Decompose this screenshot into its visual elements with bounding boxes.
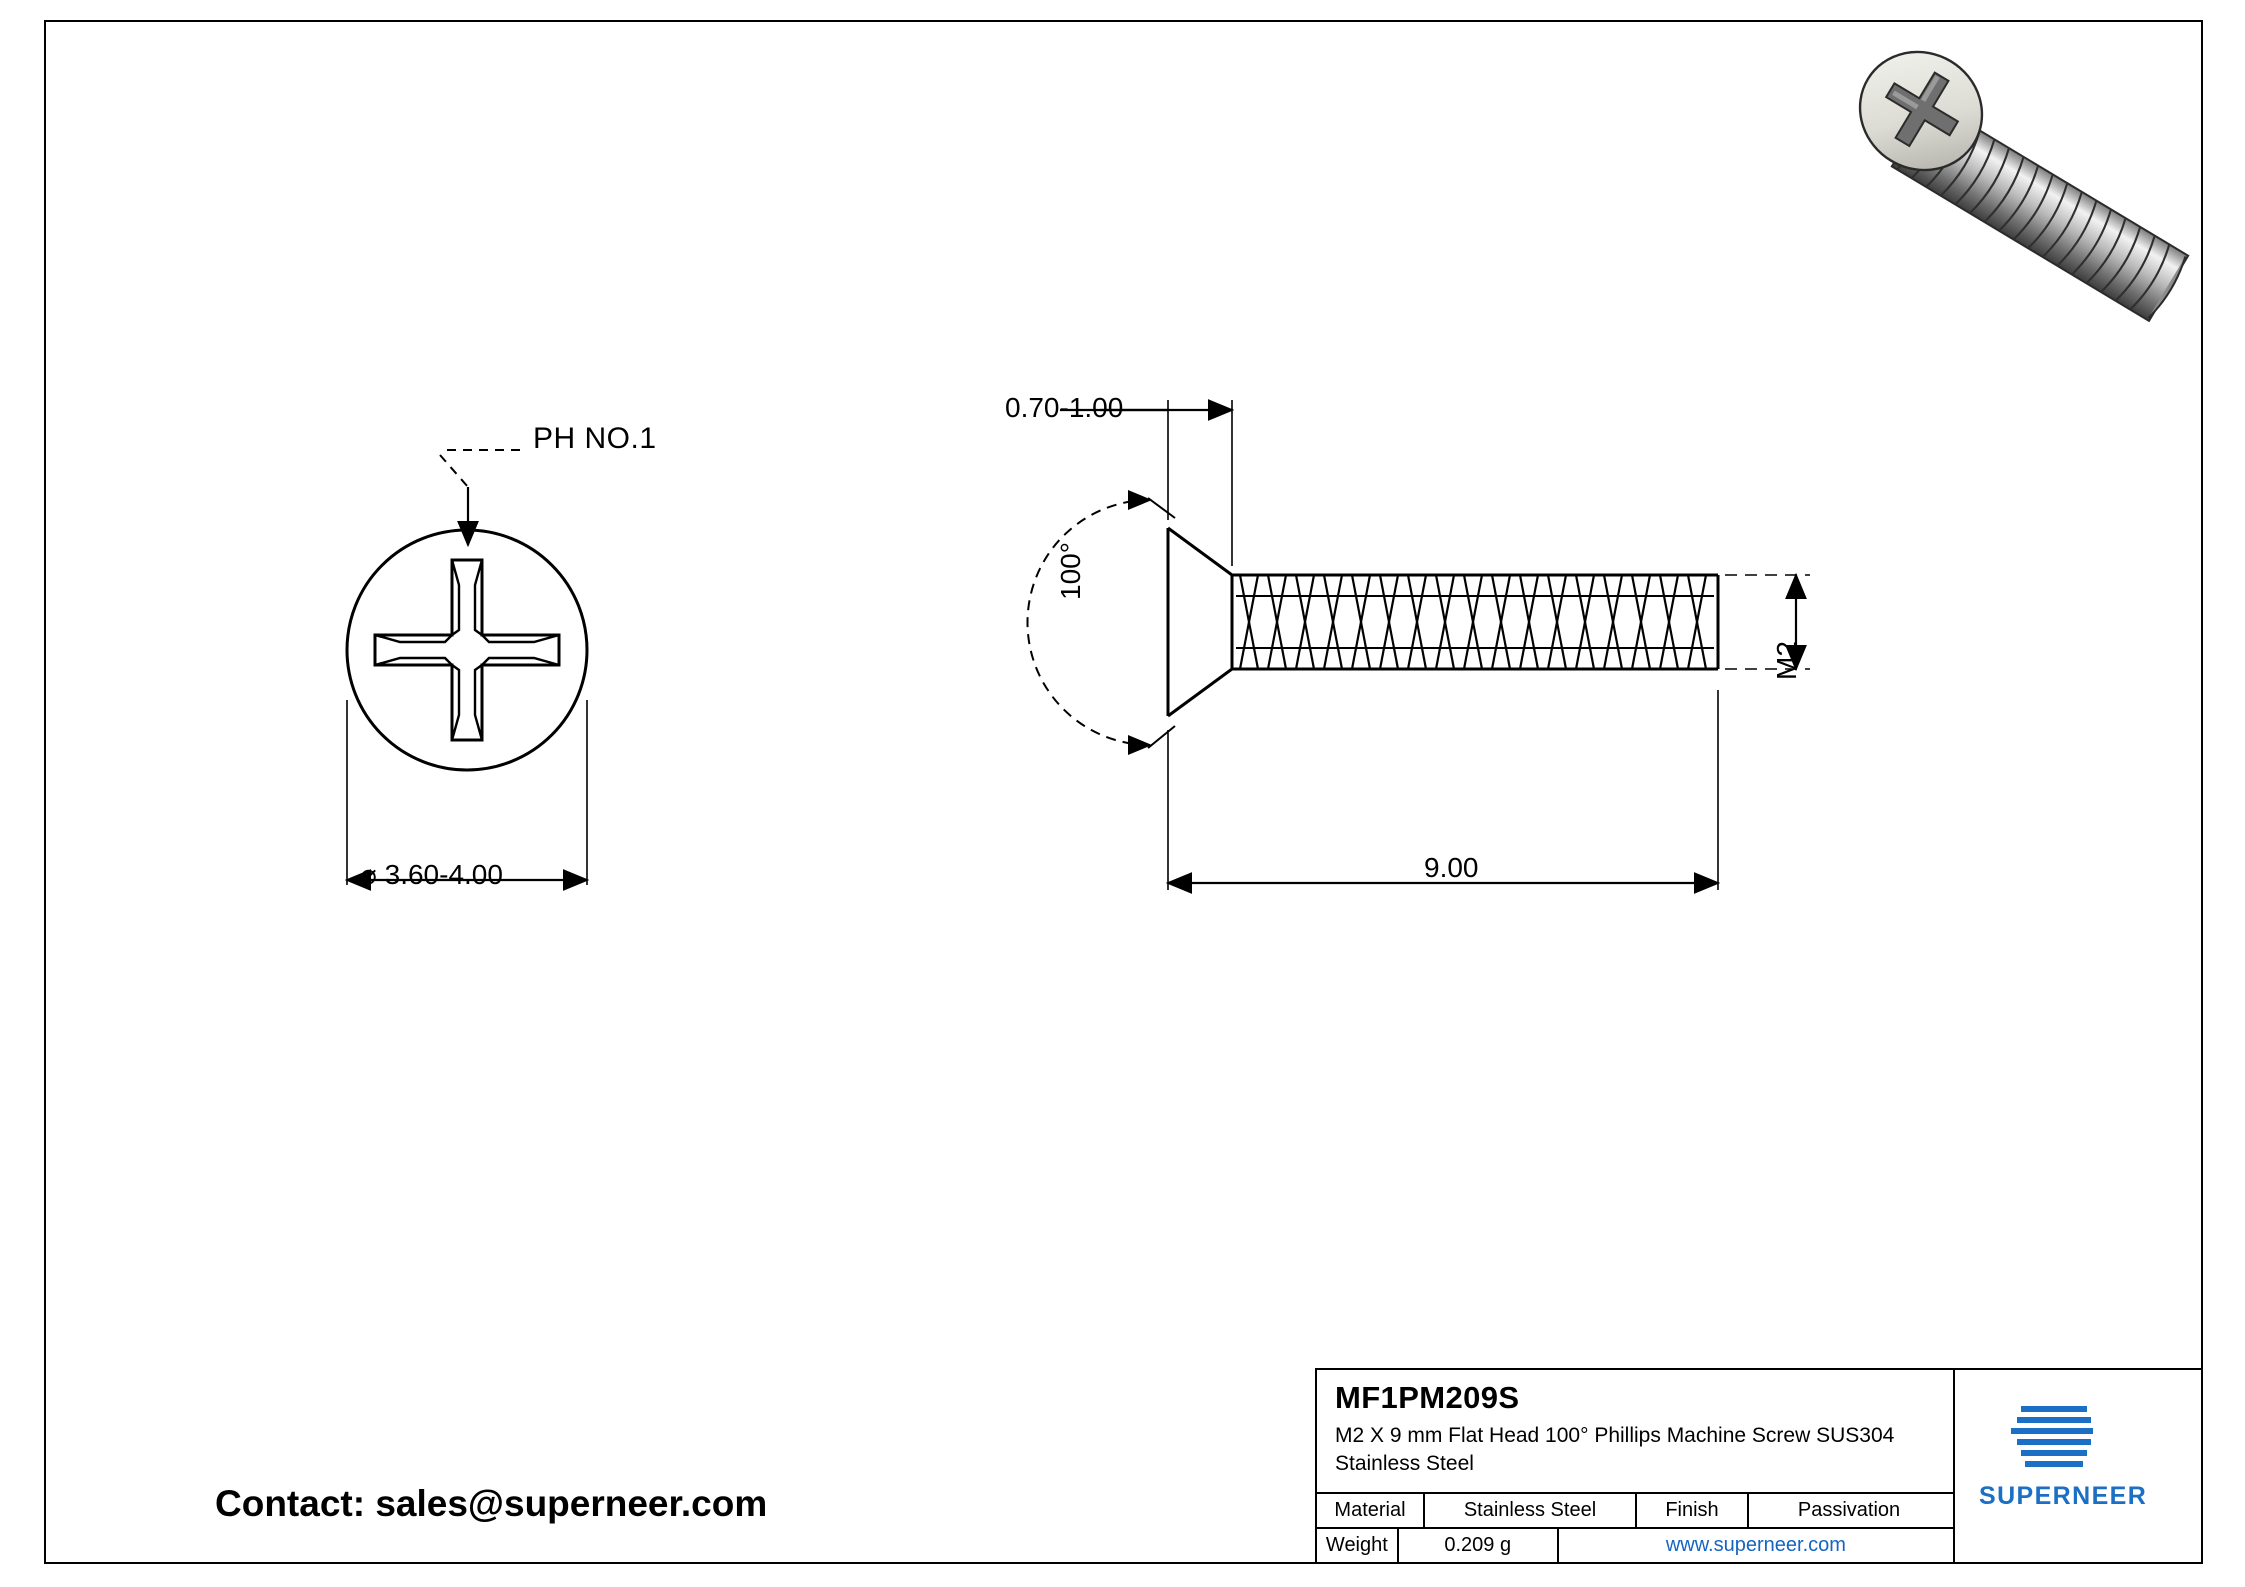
- material-label: Material: [1317, 1494, 1425, 1527]
- finish-label: Finish: [1637, 1494, 1749, 1527]
- website-link[interactable]: www.superneer.com: [1665, 1534, 1846, 1556]
- thread-size-dimension-label: M2: [1771, 641, 1802, 680]
- finish-value: Passivation: [1797, 1499, 1901, 1521]
- part-description: M2 X 9 mm Flat Head 100° Phillips Machine Screw SUS304 Stainless Steel: [1335, 1424, 1895, 1475]
- table-row: [1317, 1527, 1953, 1562]
- superneer-logo-icon: [2011, 1406, 2093, 1468]
- sheet-border: [44, 20, 2203, 1564]
- length-dimension-label: 9.00: [1424, 852, 1479, 883]
- driver-callout-label: PH NO.1: [533, 422, 657, 455]
- contact-text: Contact: sales@superneer.com: [215, 1483, 768, 1524]
- head-diameter-dimension-label: ⌀ 3.60-4.00: [360, 859, 503, 890]
- brand-name: SUPERNEER: [1979, 1482, 2148, 1510]
- head-height-dimension-label: 0.70-1.00: [1005, 392, 1124, 423]
- spec-table: [1317, 1492, 1953, 1562]
- head-angle-dimension-label: 100°: [1055, 542, 1086, 600]
- table-row: [1317, 1494, 1953, 1527]
- part-number: MF1PM209S: [1335, 1380, 1520, 1415]
- title-block-info: [1317, 1370, 1955, 1562]
- title-block: [1315, 1368, 2203, 1564]
- weight-value: 0.209 g: [1399, 1529, 1559, 1562]
- weight-label: Weight: [1317, 1529, 1399, 1562]
- brand-logo: [1955, 1370, 2201, 1562]
- material-value: Stainless Steel: [1425, 1494, 1637, 1527]
